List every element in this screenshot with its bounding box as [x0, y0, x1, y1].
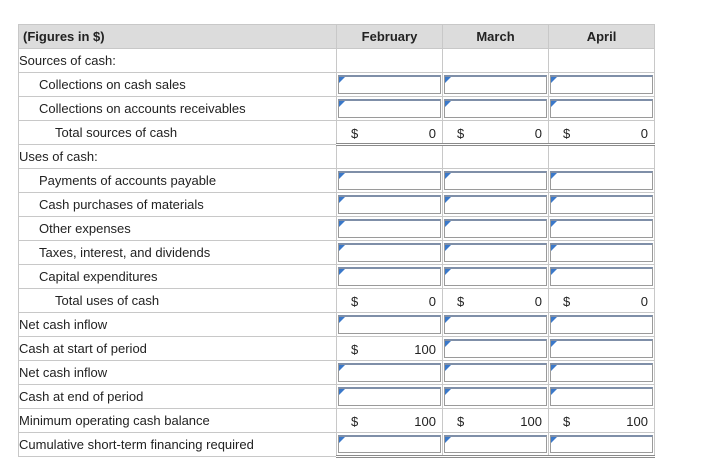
march-cell	[443, 265, 549, 289]
table-row	[19, 241, 655, 265]
figures-unit-label: (Figures in $)	[19, 25, 337, 49]
february-cell	[337, 241, 443, 265]
input-marker-icon	[551, 77, 557, 83]
february-input-field[interactable]	[338, 387, 441, 406]
computed-amount: 100	[414, 414, 436, 429]
february-cell	[337, 385, 443, 409]
input-marker-icon	[339, 317, 345, 323]
input-marker-icon	[551, 269, 557, 275]
row-label: Sources of cash:	[19, 49, 337, 73]
march-cell	[443, 289, 549, 313]
month-header-february: February	[337, 25, 443, 49]
input-marker-icon	[339, 101, 345, 107]
february-cell	[337, 145, 443, 169]
march-cell	[443, 169, 549, 193]
april-cell	[549, 49, 655, 73]
april-input-field[interactable]	[550, 75, 653, 94]
april-input-field[interactable]	[550, 387, 653, 406]
february-cell	[337, 121, 443, 145]
april-cell	[549, 409, 655, 433]
february-cell	[337, 217, 443, 241]
input-marker-icon	[339, 269, 345, 275]
february-input-field[interactable]	[338, 219, 441, 238]
input-marker-icon	[445, 317, 451, 323]
april-input-field[interactable]	[550, 339, 653, 358]
february-cell	[337, 409, 443, 433]
march-input-field[interactable]	[444, 195, 547, 214]
input-marker-icon	[445, 245, 451, 251]
march-cell	[443, 121, 549, 145]
input-marker-icon	[339, 173, 345, 179]
february-cell	[337, 433, 443, 457]
computed-amount: 0	[534, 126, 542, 141]
currency-symbol: $	[563, 294, 571, 309]
currency-symbol: $	[351, 414, 359, 429]
table-row	[19, 97, 655, 121]
april-input-field[interactable]	[550, 195, 653, 214]
april-input-field[interactable]	[550, 171, 653, 190]
computed-amount: 0	[640, 294, 648, 309]
input-marker-icon	[551, 173, 557, 179]
table-row	[19, 73, 655, 97]
input-marker-icon	[445, 221, 451, 227]
march-cell	[443, 409, 549, 433]
input-marker-icon	[445, 77, 451, 83]
input-marker-icon	[551, 317, 557, 323]
february-input-field[interactable]	[338, 99, 441, 118]
march-cell	[443, 193, 549, 217]
april-cell	[549, 193, 655, 217]
february-input-field[interactable]	[338, 363, 441, 382]
march-input-field[interactable]	[444, 435, 547, 453]
table-row	[19, 217, 655, 241]
input-marker-icon	[445, 101, 451, 107]
march-cell	[443, 97, 549, 121]
april-cell	[549, 217, 655, 241]
table-row	[19, 433, 655, 457]
april-input-field[interactable]	[550, 435, 653, 453]
row-label: Net cash inflow	[19, 313, 337, 337]
table-body	[19, 49, 655, 457]
march-input-field[interactable]	[444, 99, 547, 118]
row-label: Uses of cash:	[19, 145, 337, 169]
input-marker-icon	[445, 437, 451, 443]
input-marker-icon	[339, 389, 345, 395]
february-input-field[interactable]	[338, 75, 441, 94]
month-header-march: March	[443, 25, 549, 49]
table-row	[19, 385, 655, 409]
table-row	[19, 193, 655, 217]
row-label: Total sources of cash	[19, 121, 337, 145]
february-cell	[337, 169, 443, 193]
input-marker-icon	[445, 389, 451, 395]
april-input-field[interactable]	[550, 315, 653, 334]
march-cell	[443, 49, 549, 73]
april-cell	[549, 145, 655, 169]
input-marker-icon	[551, 389, 557, 395]
input-marker-icon	[551, 101, 557, 107]
input-marker-icon	[339, 245, 345, 251]
computed-amount: 100	[520, 414, 542, 429]
march-cell	[443, 73, 549, 97]
input-marker-icon	[551, 245, 557, 251]
april-cell	[549, 169, 655, 193]
february-cell	[337, 361, 443, 385]
april-input-field[interactable]	[550, 267, 653, 286]
march-cell	[443, 313, 549, 337]
april-cell	[549, 97, 655, 121]
march-input-field[interactable]	[444, 219, 547, 238]
input-marker-icon	[445, 173, 451, 179]
table-row	[19, 145, 655, 169]
table-row	[19, 169, 655, 193]
february-cell	[337, 313, 443, 337]
table-row	[19, 289, 655, 313]
march-input-field[interactable]	[444, 243, 547, 262]
table-row	[19, 313, 655, 337]
february-input-field[interactable]	[338, 171, 441, 190]
row-label: Net cash inflow	[19, 361, 337, 385]
header-row	[19, 25, 655, 49]
february-cell	[337, 193, 443, 217]
row-label: Cash purchases of materials	[19, 193, 337, 217]
row-label: Cash at end of period	[19, 385, 337, 409]
march-input-field[interactable]	[444, 171, 547, 190]
row-label: Cash at start of period	[19, 337, 337, 361]
currency-symbol: $	[563, 126, 571, 141]
input-marker-icon	[339, 77, 345, 83]
april-cell	[549, 361, 655, 385]
cash-budget-table	[18, 24, 655, 458]
row-label: Total uses of cash	[19, 289, 337, 313]
computed-amount: 0	[428, 294, 436, 309]
computed-amount: 100	[626, 414, 648, 429]
input-marker-icon	[551, 365, 557, 371]
february-input-field[interactable]	[338, 195, 441, 214]
input-marker-icon	[339, 221, 345, 227]
april-cell	[549, 265, 655, 289]
row-label: Collections on accounts receivables	[19, 97, 337, 121]
february-cell	[337, 49, 443, 73]
february-cell	[337, 265, 443, 289]
april-input-field[interactable]	[550, 363, 653, 382]
month-header-april: April	[549, 25, 655, 49]
april-cell	[549, 313, 655, 337]
input-marker-icon	[445, 365, 451, 371]
table-row	[19, 265, 655, 289]
february-cell	[337, 337, 443, 361]
table-row	[19, 361, 655, 385]
currency-symbol: $	[457, 126, 465, 141]
april-input-field[interactable]	[550, 243, 653, 262]
february-cell	[337, 73, 443, 97]
currency-symbol: $	[351, 342, 359, 357]
input-marker-icon	[445, 341, 451, 347]
april-input-field[interactable]	[550, 219, 653, 238]
february-cell	[337, 289, 443, 313]
input-marker-icon	[551, 197, 557, 203]
march-cell	[443, 337, 549, 361]
march-cell	[443, 241, 549, 265]
march-input-field[interactable]	[444, 339, 547, 358]
input-marker-icon	[339, 197, 345, 203]
input-marker-icon	[339, 365, 345, 371]
march-cell	[443, 361, 549, 385]
february-input-field[interactable]	[338, 435, 441, 453]
computed-amount: 100	[414, 342, 436, 357]
april-cell	[549, 433, 655, 457]
march-input-field[interactable]	[444, 363, 547, 382]
table-row	[19, 121, 655, 145]
april-cell	[549, 385, 655, 409]
march-cell	[443, 385, 549, 409]
table-row	[19, 337, 655, 361]
row-label: Collections on cash sales	[19, 73, 337, 97]
april-cell	[549, 73, 655, 97]
march-input-field[interactable]	[444, 315, 547, 334]
february-cell	[337, 97, 443, 121]
march-cell	[443, 433, 549, 457]
input-marker-icon	[551, 341, 557, 347]
currency-symbol: $	[351, 294, 359, 309]
february-input-field[interactable]	[338, 315, 441, 334]
april-cell	[549, 241, 655, 265]
row-label: Taxes, interest, and dividends	[19, 241, 337, 265]
input-marker-icon	[445, 197, 451, 203]
currency-symbol: $	[563, 414, 571, 429]
table-row	[19, 409, 655, 433]
march-cell	[443, 145, 549, 169]
currency-symbol: $	[457, 294, 465, 309]
row-label: Capital expenditures	[19, 265, 337, 289]
march-input-field[interactable]	[444, 387, 547, 406]
row-label: Cumulative short-term financing required	[19, 433, 337, 457]
currency-symbol: $	[351, 126, 359, 141]
table-row	[19, 49, 655, 73]
row-label: Payments of accounts payable	[19, 169, 337, 193]
input-marker-icon	[445, 269, 451, 275]
currency-symbol: $	[457, 414, 465, 429]
february-input-field[interactable]	[338, 267, 441, 286]
input-marker-icon	[339, 437, 345, 443]
input-marker-icon	[551, 221, 557, 227]
february-input-field[interactable]	[338, 243, 441, 262]
march-cell	[443, 217, 549, 241]
row-label: Other expenses	[19, 217, 337, 241]
march-input-field[interactable]	[444, 75, 547, 94]
april-cell	[549, 121, 655, 145]
computed-amount: 0	[640, 126, 648, 141]
computed-amount: 0	[428, 126, 436, 141]
input-marker-icon	[551, 437, 557, 443]
computed-amount: 0	[534, 294, 542, 309]
row-label: Minimum operating cash balance	[19, 409, 337, 433]
april-cell	[549, 337, 655, 361]
march-input-field[interactable]	[444, 267, 547, 286]
april-cell	[549, 289, 655, 313]
april-input-field[interactable]	[550, 99, 653, 118]
